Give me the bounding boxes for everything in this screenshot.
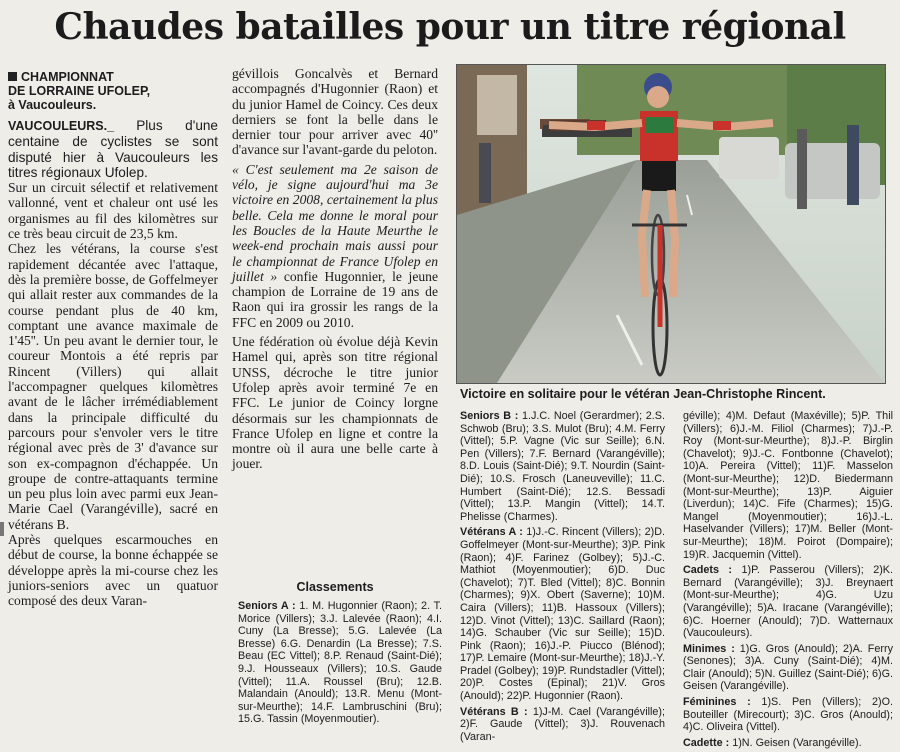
kicker-line-3: à Vaucouleurs. xyxy=(8,98,97,112)
category-label: Vétérans A : xyxy=(460,526,523,539)
category-results: 1. M. Hugonnier (Raon); 2. T. Morice (Villers); 3.J. Lalevée (Raon); 4.I. Cuny (La Bresse); 5.G. Lalevée (La Bresse) 6.G. Denardin (La Bresse); 7.S. Beau (EC Vittel); 8.P. Renaud (Saint-Dié); 9.J. Housseaux (Villers); 10.S. Gaude (Vittel); 11.A. Roussel (Bru); 12.B. Malandain (Anould); 13.R. Menu (Mont-sur-Meurthe); 14.F. Lambruschini (Bru); 15.G. Tassin (Moyenmoutier). xyxy=(238,600,442,726)
quote-attribution: confie Hugonnier, le jeune champion de Lorraine de 19 ans de Raon qui ira grossir les rangs de la FFC en 2009 ou 2010. xyxy=(232,268,438,330)
category-label: Seniors B : xyxy=(460,410,519,422)
results-block-2 xyxy=(460,410,665,746)
kicker xyxy=(8,70,218,112)
square-bullet-icon xyxy=(8,72,17,81)
article-paragraph-5: gévillois Goncalvès et Bernard accompagnés d'Hugonnier (Raon) et du junior Hamel de Coincy. Ces deux derniers se font la belle dans le dernier tour pour arriver avec 40'' d'avance sur l'avant-garde du peloton. xyxy=(232,66,438,158)
category-label: Féminines : xyxy=(683,696,751,709)
article-column-1 xyxy=(8,70,218,609)
photo-caption: Victoire en solitaire pour le vétéran Jean-Christophe Rincent. xyxy=(460,387,826,401)
classements-title: Classements xyxy=(296,580,374,594)
category-results: 1)J-M. Cael (Varangéville); 2)F. Gaude (Vittel); 3)J. Rouvenach (Varan- xyxy=(460,705,665,743)
article-paragraph-2: Sur un circuit sélectif et relativement vallonné, vent et chaleur ont usé les organismes au fil des kilomètres sur ce très beau circuit de 23,5 km. xyxy=(8,180,218,242)
category-results: 1)J.-C. Rincent (Villers); 2)D. Goffelmeyer (Mont-sur-Meurthe); 3)P. Pink (Raon); 4)F. Farinez (Golbey); 5)J.-C. Mathiot (Moyenmoutier); 6)D. Duc (Chavelot); 7)T. Bled (Vittel); 8)C. Bonnin (Charmes); 9)X. Obert (Saverne); 10)M. Caira (Villers); 11)B. Hassoux (Villers); 12)D. Vinot (Vittel); 13)C. Saillard (Raon); 14)G. Schauber (Vic sur Seille); 15)D. Pink (Raon); 16)J.-P. Piucco (Blénod); 17)P. Lemaire (Mont-sur-Meurthe); 18)J.-Y. Pradel (Golbey); 19)P. Rundstadler (Vittel); 20)P. Costes (Epinal); 21)V. Gros (Anould); 22)P. Hugonnier (Raon). xyxy=(460,526,665,703)
kicker-line-2: DE LORRAINE UFOLEP, xyxy=(8,84,151,98)
category-results: 1)N. Geisen (Varangéville). xyxy=(729,736,862,749)
category-label: Cadette : xyxy=(683,736,730,749)
dateline: VAUCOULEURS._ xyxy=(8,119,115,133)
results-block-1 xyxy=(238,600,442,729)
kicker-line-1: CHAMPIONNAT xyxy=(21,70,114,84)
race-photo xyxy=(456,64,886,384)
quote: « C'est seulement ma 2e saison de vélo, je signe aujourd'hui ma 3e victoire en 2008, certainement la plus belle. Cela me donne le moral pour les Boucles de la Haute Meurthe le week-end prochain mais aussi pour le championnat de France Ufolep en juillet » xyxy=(232,161,438,284)
article-column-2 xyxy=(232,66,438,472)
page-edge-mark xyxy=(0,522,4,536)
veterans-b-continued: géville); 4)M. Defaut (Maxéville); 5)P. Thil (Villers); 6)J.-M. Filiol (Charmes); 7)J.-P. Roy (Mont-sur-Meurthe); 8)J.-P. Birglin (Chavelot); 9)J.-C. Fontbonne (Chavelot); 10)A. Pereira (Vittel); 11)F. Masselon (Mont-sur-Meurthe); 12)D. Biedermann (Mont-sur-Meurthe); 13)P. Aiguier (Liverdun); 14)C. Fife (Charmes); 15)G. Mangel (Moyenmoutier); 16)J.-L. Haselvander (Villers); 17)M. Beller (Mont-sur-Meurthe); 18)M. Poirot (Dompaire); 19)R. Jacquemin (Vittel). xyxy=(683,410,893,561)
cyclist-photo-illustration xyxy=(457,65,885,383)
category-label: Seniors A : xyxy=(238,600,296,612)
article-paragraph-4: Après quelques escarmouches en début de course, la bonne échappée se développe après la mi-course chez les juniors-seniors avec un quatuor composé des deux Varan- xyxy=(8,532,218,609)
article-paragraph-3: Chez les vétérans, la course s'est rapidement décantée avec l'attaque, dès la première bosse, de Goffelmeyer qui allait rester aux commandes de la course pendant plus de 40 km, comptant une avance maximale de 1'45''. Un peu avant le dernier tour, le coureur Montois a été repris par Rincent (Villers) qui allait l'accompagner quelques kilomètres avant de le lâcher irrémédiablement dans la principale difficulté du parcours pour s'envoler vers le titre régional avec près de 3' d'avance sur son ex-compagnon d'échappée. Un groupe de contre-attaquants termine un peu plus loin avec parmi eux Jean-Marie Cael (Varangéville), sacré en vétérans B. xyxy=(8,241,218,532)
category-label: Minimes : xyxy=(683,642,735,655)
headline: Chaudes batailles pour un titre régional xyxy=(54,6,846,48)
article-paragraph-7: Une fédération où évolue déjà Kevin Hamel qui, après son titre régional UNSS, décroche le titre junior Ufolep après avoir terminé 7e en FFC. Le junior de Coincy lorgne désormais sur les championnats de France Ufolep en ligne et contre la montre où il aura une belle carte à jouer. xyxy=(232,334,438,472)
category-results: 1)P. Passerou (Villers); 2)K. Bernard (Varangéville); 3)J. Breynaert (Mont-sur-Meurthe); 4)G. Uzu (Varangéville); 5)A. Iracane (Varangéville); 6)C. Hoerner (Anould); 7)D. Watternaux (Vaucouleurs). xyxy=(683,564,893,640)
article-lead: Plus d'une centaine de cyclistes se sont disputé hier à Vaucouleurs les titres régionaux Ufolep. xyxy=(8,118,218,180)
category-results: 1)S. Pen (Villers); 2)O. Bouteiller (Mirecourt); 3)C. Gros (Anould); 4)C. Oliveira (Vittel). xyxy=(683,696,893,734)
category-label: Vétérans B : xyxy=(460,705,528,718)
category-results: 1)G. Gros (Anould); 2)A. Ferry (Senones); 3)A. Cuny (Saint-Dié); 4)M. Clair (Anould); 5)N. Guillez (Saint-Dié); 6)G. Geisen (Varangéville). xyxy=(683,642,893,693)
category-label: Cadets : xyxy=(683,564,733,577)
category-results: 1.J.C. Noel (Gerardmer); 2.S. Schwob (Bru); 3.S. Mulot (Bru); 4.M. Ferry (Vittel); 5.P. Vagne (Vic sur Seille); 6.N. Pen (Villers); 7.F. Bernard (Varangéville); 8.D. Louis (Saint-Dié); 9.T. Nourdin (Saint-Dié); 10.S. Frosch (Laneuveville); 11.C. Humbert (Saint-Dié); 12.S. Bessadi (Vittel); 13.P. Mangin (Vittel); 14.T. Phelisse (Charmes). xyxy=(460,410,665,523)
results-block-3 xyxy=(683,410,893,752)
